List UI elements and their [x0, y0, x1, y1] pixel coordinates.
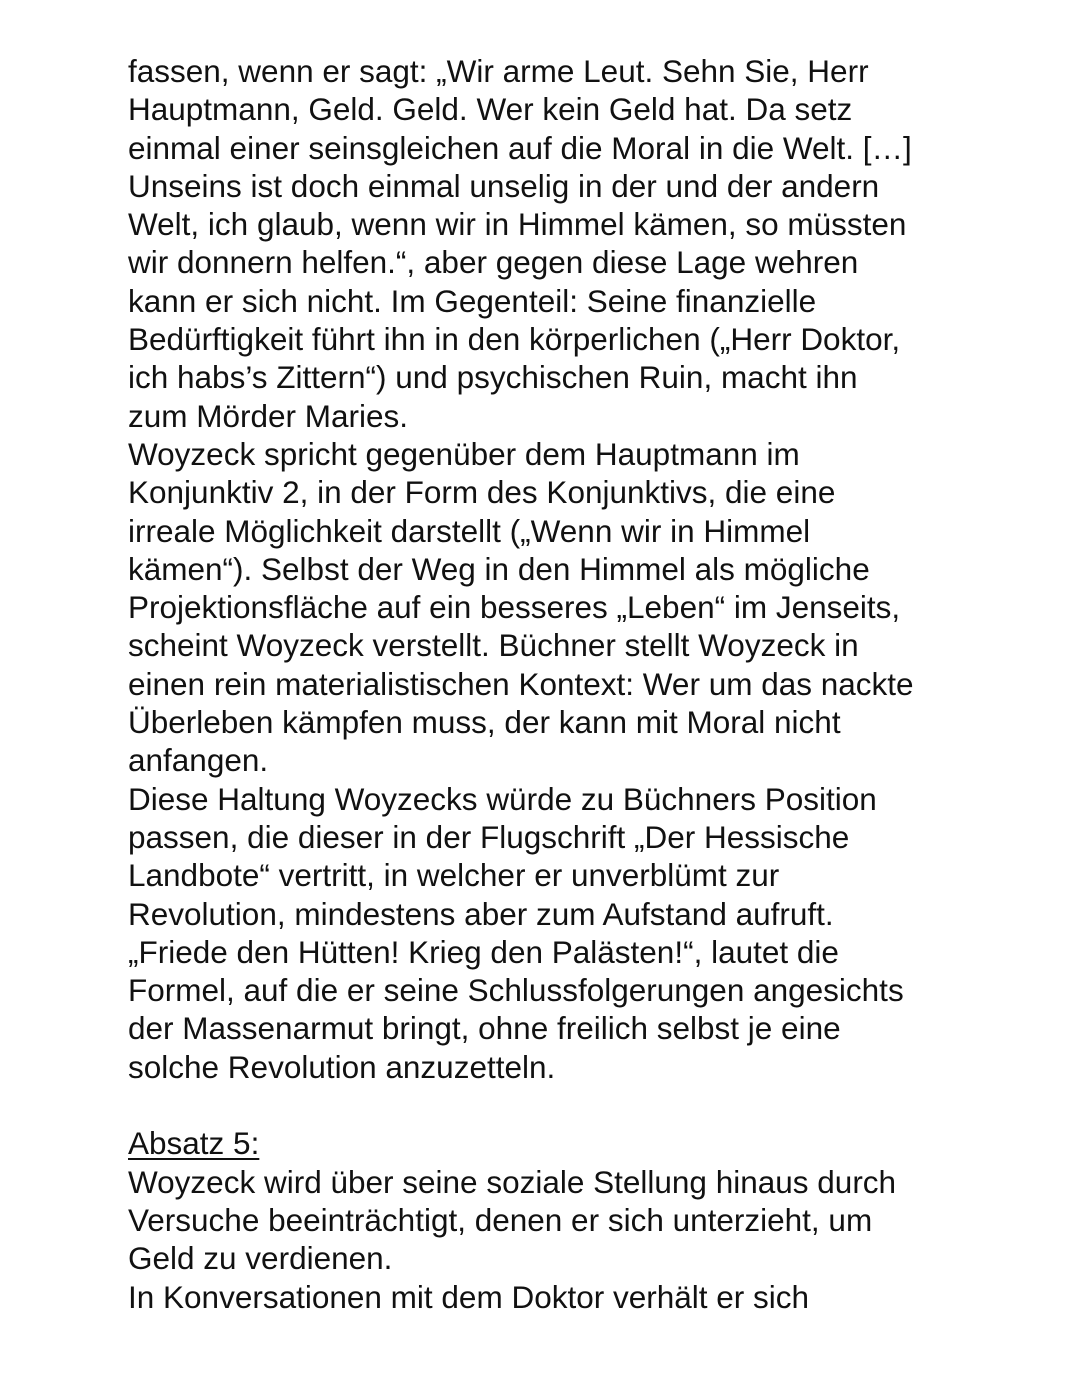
text-line: Landbote“ vertritt, in welcher er unverblümt zur: [128, 857, 780, 894]
text-line: einmal einer seinsgleichen auf die Moral in die Welt. […]: [128, 129, 912, 166]
text-line: zum Mörder Maries.: [128, 397, 409, 434]
text-line: Woyzeck wird über seine soziale Stellung hinaus durch: [128, 1163, 897, 1200]
text-line: der Massenarmut bringt, ohne freilich selbst je eine: [128, 1010, 841, 1047]
text-line: einen rein materialistischen Kontext: Wer um das nackte: [128, 665, 914, 702]
paragraph-block-2: [128, 1163, 1028, 1316]
text-line: wir donnern helfen.“, aber gegen diese Lage wehren: [128, 244, 859, 281]
text-line: fassen, wenn er sagt: „Wir arme Leut. Sehn Sie, Herr: [128, 53, 869, 89]
text-line: scheint Woyzeck verstellt. Büchner stellt Woyzeck in: [128, 627, 859, 664]
text-line: In Konversationen mit dem Doktor verhält er sich: [128, 1278, 810, 1315]
text-line: Bedürftigkeit führt ihn in den körperlichen („Herr Doktor,: [128, 321, 901, 358]
paragraph-gap: [128, 1086, 1028, 1124]
text-line: kämen“). Selbst der Weg in den Himmel als mögliche: [128, 550, 870, 587]
text-line: passen, die dieser in der Flugschrift „Der Hessische: [128, 818, 850, 855]
text-line: Überleben kämpfen muss, der kann mit Moral nicht: [128, 704, 841, 741]
text-line: solche Revolution anzuzetteln.: [128, 1048, 556, 1085]
text-line: kann er sich nicht. Im Gegenteil: Seine finanzielle: [128, 282, 817, 319]
text-line: Woyzeck spricht gegenüber dem Hauptmann im: [128, 435, 800, 472]
document-page: [128, 52, 1028, 1316]
text-line: ich habs’s Zittern“) und psychischen Ruin, macht ihn: [128, 359, 858, 396]
text-line: Geld zu verdienen.: [128, 1240, 393, 1277]
text-line: Welt, ich glaub, wenn wir in Himmel kämen, so müssten: [128, 206, 907, 243]
text-line: Versuche beeinträchtigt, denen er sich unterzieht, um: [128, 1201, 873, 1238]
text-line: irreale Möglichkeit darstellt („Wenn wir in Himmel: [128, 512, 811, 549]
text-line: Konjunktiv 2, in der Form des Konjunktivs, die eine: [128, 474, 836, 511]
text-line: Hauptmann, Geld. Geld. Wer kein Geld hat. Da setz: [128, 91, 853, 128]
section-heading: Absatz 5:: [128, 1125, 260, 1162]
text-line: „Friede den Hütten! Krieg den Palästen!“, lautet die: [128, 933, 839, 970]
text-line: Formel, auf die er seine Schlussfolgerungen angesichts: [128, 972, 904, 1009]
text-line: Revolution, mindestens aber zum Aufstand aufruft.: [128, 895, 834, 932]
paragraph-block-1: [128, 52, 1028, 1086]
text-line: Diese Haltung Woyzecks würde zu Büchners Position: [128, 780, 877, 817]
text-line: Projektionsfläche auf ein besseres „Leben“ im Jenseits,: [128, 589, 901, 626]
text-line: anfangen.: [128, 742, 269, 779]
text-line: Unseins ist doch einmal unselig in der und der andern: [128, 167, 880, 204]
